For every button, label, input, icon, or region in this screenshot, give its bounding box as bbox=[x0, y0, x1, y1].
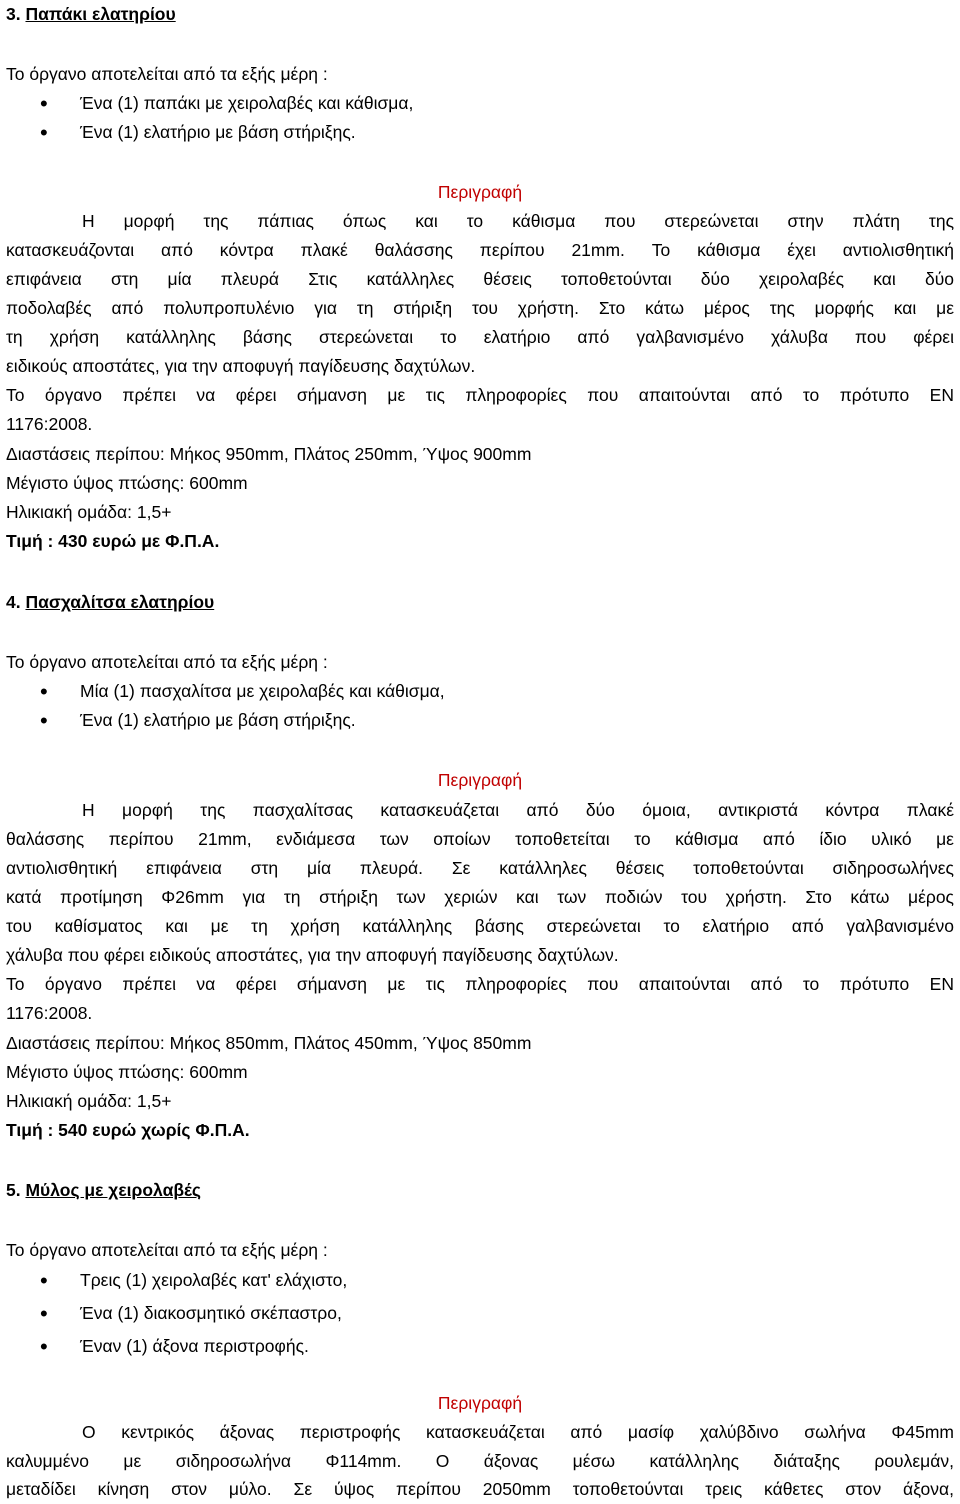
description-line: ποδολαβές από πολυπροπυλένιο για τη στήριξη του χρήστη. Στο κάτω μέρος της μορφής και με bbox=[6, 298, 954, 318]
section-number: 3. bbox=[6, 4, 21, 24]
description-line: Η μορφή της πασχαλίτσας κατασκευάζεται από δύο όμοια, αντικριστά κόντρα πλακέ bbox=[82, 800, 954, 820]
section-number: 4. bbox=[6, 592, 21, 612]
dimensions: Διαστάσεις περίπου: Μήκος 850mm, Πλάτος 450mm, Ύψος 850mm bbox=[6, 1033, 532, 1053]
description-line: Το όργανο πρέπει να φέρει σήμανση με τις πληροφορίες που απαιτούνται από το πρότυπο ΕΝ bbox=[6, 385, 954, 405]
fall-height: Μέγιστο ύψος πτώσης: 600mm bbox=[6, 473, 248, 493]
description-line: Ο κεντρικός άξονας περιστροφής κατασκευάζεται από μασίφ χαλύβδινο σωλήνα Φ45mm bbox=[82, 1422, 954, 1442]
fall-height: Μέγιστο ύψος πτώσης: 600mm bbox=[6, 1062, 248, 1082]
bullet-icon: • bbox=[40, 1268, 48, 1293]
parts-intro: Το όργανο αποτελείται από τα εξής μέρη : bbox=[6, 1240, 328, 1260]
bullet-icon: • bbox=[40, 708, 48, 733]
description-heading: Περιγραφή bbox=[437, 770, 523, 790]
bullet-icon: • bbox=[40, 1334, 48, 1359]
dimensions: Διαστάσεις περίπου: Μήκος 950mm, Πλάτος 250mm, Ύψος 900mm bbox=[6, 444, 532, 464]
description-line: κατασκευάζονται από κόντρα πλακέ θαλάσσης περίπου 21mm. Το κάθισμα έχει αντιολισθητική bbox=[6, 240, 954, 260]
description-line: αντιολισθητική επιφάνεια στη μία πλευρά. Σε κατάλληλες θέσεις τοποθετούνται σιδηροσωλήνες bbox=[6, 858, 954, 878]
price: Τιμή : 540 ευρώ χωρίς Φ.Π.Α. bbox=[6, 1120, 250, 1140]
age-group: Ηλικιακή ομάδα: 1,5+ bbox=[6, 502, 172, 522]
description-line: ειδικούς αποστάτες, για την αποφυγή παγίδευσης δαχτύλων. bbox=[6, 356, 476, 376]
age-group: Ηλικιακή ομάδα: 1,5+ bbox=[6, 1091, 172, 1111]
description-line: μεταδίδει κίνηση στον μύλο. Σε ύψος περίπου 2050mm τοποθετούνται τρεις κάθετες στον άξονα, bbox=[6, 1479, 954, 1499]
description-heading: Περιγραφή bbox=[437, 182, 523, 202]
document-page: 3. Παπάκι ελατηρίου Το όργανο αποτελείται από τα εξής μέρη : • Ένα (1) παπάκι με χειρολαβές και κάθισμα, • Ένα (1) ελατήριο με βάση στήριξης. Περιγραφή Η μορφή της πάπιας όπως και το κάθισμα που στερεώνεται στην πλάτη της κατασκευάζονται από κόντρα πλακέ θαλάσσης περίπου 21mm. Το κάθισμα έχει αντιολισθητική επιφάνεια στη μία πλευρά Στις κατάλληλες θέσεις τοποθετούνται δύο χειρολαβές και δύο ποδολαβές από πολυπροπυλένιο για τη στήριξη του χρήστη. Στο κάτω μέρος της μορφής και με τη χρήση κατάλληλης βάσης στερεώνεται το ελατήριο από γαλβανισμένο χάλυβα που φέρει ειδικούς αποστάτες, για την αποφυγή παγίδευσης δαχτύλων. Το όργανο πρέπει να φέρει σήμανση με τις πληροφορίες που απαιτούνται από το πρότυπο ΕΝ 1176:2008. Διαστάσεις περίπου: Μήκος 950mm, Πλάτος 250mm, Ύψος 900mm Μέγιστο ύψος πτώσης: 600mm Ηλικιακή ομάδα: 1,5+ Τιμή : 430 ευρώ με Φ.Π.Α. 4. Πασχαλίτσα ελατηρίου Το όργανο αποτελείται από τα εξής μέρη : • Μία (1) πασχαλίτσα με χειρολαβές και κάθισμα, • Ένα (1) ελατήριο με βάση στήριξης. Περιγραφή Η μορφή της πασχαλίτσας κατασκευάζεται από δύο όμοια, αντικριστά κόντρα πλακέ θαλάσσης περίπου 21mm, ενδιάμεσα των οποίων τοποθετείται το κάθισμα από ίδιο υλικό με αντιολισθητική επιφάνεια στη μία πλευρά. Σε κατάλληλες θέσεις τοποθετούνται σιδηροσωλήνες κατά προτίμηση Φ26mm για τη στήριξη των χεριών και των ποδιών του χρήστη. Στο κάτω μέρος του καθίσματος και με τη χρήση κατάλληλης βάσης στερεώνεται το ελατήριο από γαλβανισμένο χάλυβα που φέρει ειδικούς αποστάτες, για την αποφυγή παγίδευσης δαχτύλων. Το όργανο πρέπει να φέρει σήμανση με τις πληροφορίες που απαιτούνται από το πρότυπο ΕΝ 1176:2008. Διαστάσεις περίπου: Μήκος 850mm, Πλάτος 450mm, Ύψος 850mm Μέγιστο ύψος πτώσης: 600mm Ηλικιακή ομάδα: 1,5+ Τιμή : 540 ευρώ χωρίς Φ.Π.Α. 5. Μύλος με χειρολαβές Το όργανο αποτελείται από τα εξής μέρη : • Τρεις (1) χειρολαβές κατ' ελάχιστο, • Ένα (1) διακοσμητικό σκέπαστρο, • Έναν (1) άξονα περιστροφής. Περιγραφή Ο κεντρικός άξονας περιστροφής κατασκευάζεται από μασίφ χαλύβδινο σωλήνα Φ45mm καλυμμένο με σιδηροσωλήνα Φ114mm. Ο άξονας μέσω κατάλληλης διάταξης ρουλεμάν, μεταδίδει κίνηση στον μύλο. Σε ύψος περίπου 2050mm τοποθετούνται τρεις κάθετες στον άξονα, bbox=[0, 0, 960, 1504]
bullet-icon: • bbox=[40, 679, 48, 704]
description-line: χάλυβα που φέρει ειδικούς αποστάτες, για την αποφυγή παγίδευσης δαχτύλων. bbox=[6, 945, 619, 965]
description-line: 1176:2008. bbox=[6, 414, 93, 434]
section-4-heading bbox=[6, 588, 214, 617]
bullet-icon: • bbox=[40, 1301, 48, 1326]
description-line: Το όργανο πρέπει να φέρει σήμανση με τις πληροφορίες που απαιτούνται από το πρότυπο ΕΝ bbox=[6, 974, 954, 994]
description-line: τη χρήση κατάλληλης βάσης στερεώνεται το ελατήριο από γαλβανισμένο χάλυβα που φέρει bbox=[6, 327, 954, 347]
description-line: Η μορφή της πάπιας όπως και το κάθισμα που στερεώνεται στην πλάτη της bbox=[82, 211, 954, 231]
description-line: 1176:2008. bbox=[6, 1003, 93, 1023]
bullet-icon: • bbox=[40, 120, 48, 145]
parts-intro: Το όργανο αποτελείται από τα εξής μέρη : bbox=[6, 652, 328, 672]
section-3-heading bbox=[6, 0, 176, 29]
description-line: καλυμμένο με σιδηροσωλήνα Φ114mm. Ο άξονας μέσω κατάλληλης διάταξης ρουλεμάν, bbox=[6, 1451, 954, 1471]
section-5-heading bbox=[6, 1176, 201, 1205]
section-title: Πασχαλίτσα ελατηρίου bbox=[25, 592, 215, 612]
price: Τιμή : 430 ευρώ με Φ.Π.Α. bbox=[6, 531, 220, 551]
description-line: θαλάσσης περίπου 21mm, ενδιάμεσα των οποίων τοποθετείται το κάθισμα από ίδιο υλικό με bbox=[6, 829, 954, 849]
description-heading: Περιγραφή bbox=[437, 1393, 523, 1413]
parts-intro: Το όργανο αποτελείται από τα εξής μέρη : bbox=[6, 64, 328, 84]
bullet-icon: • bbox=[40, 91, 48, 116]
description-line: κατά προτίμηση Φ26mm για τη στήριξη των χεριών και των ποδιών του χρήστη. Στο κάτω μέρος bbox=[6, 887, 954, 907]
section-title: Παπάκι ελατηρίου bbox=[25, 4, 176, 24]
description-line: του καθίσματος και με τη χρήση κατάλληλης βάσης στερεώνεται το ελατήριο από γαλβανισμένο bbox=[6, 916, 954, 936]
description-line: επιφάνεια στη μία πλευρά Στις κατάλληλες θέσεις τοποθετούνται δύο χειρολαβές και δύο bbox=[6, 269, 954, 289]
section-number: 5. bbox=[6, 1180, 21, 1200]
section-title: Μύλος με χειρολαβές bbox=[25, 1180, 202, 1200]
